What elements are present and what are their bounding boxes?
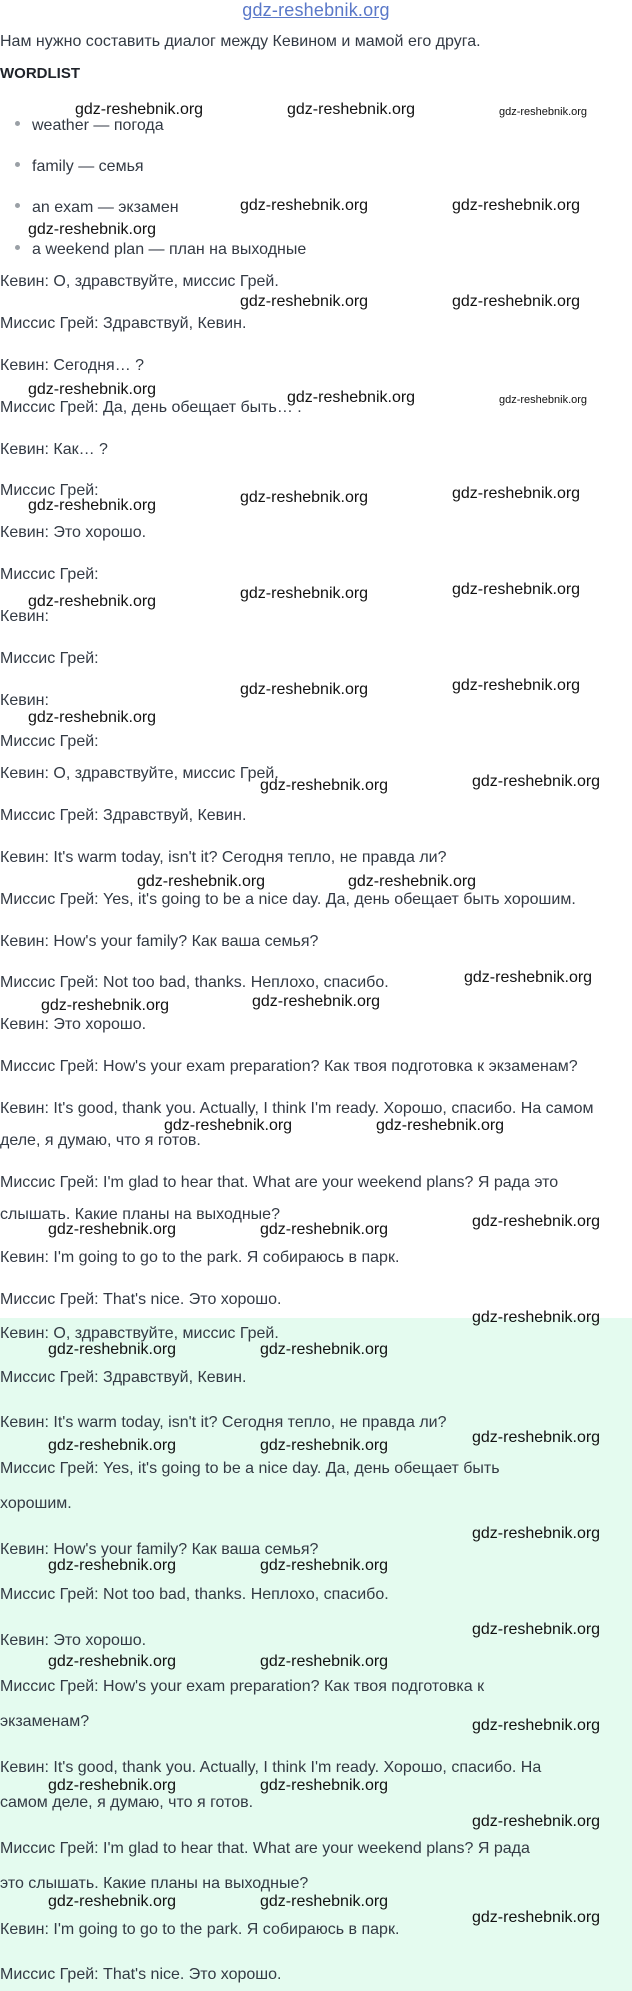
wordlist-item-text: family — семья bbox=[32, 158, 144, 175]
watermark: gdz-reshebnik.org bbox=[252, 993, 381, 1010]
watermark: gdz-reshebnik.org bbox=[137, 873, 266, 890]
answer-box-line: это слышать. Какие планы на выходные? bbox=[0, 1875, 309, 1892]
watermark: gdz-reshebnik.org bbox=[452, 677, 581, 694]
watermark: gdz-reshebnik.org bbox=[41, 997, 170, 1014]
wordlist-item bbox=[15, 157, 144, 177]
watermark: gdz-reshebnik.org bbox=[28, 709, 157, 726]
watermark: gdz-reshebnik.org bbox=[452, 293, 581, 310]
answer-line: деле, я думаю, что я готов. bbox=[0, 1132, 201, 1149]
watermark: gdz-reshebnik.org bbox=[48, 1437, 177, 1454]
watermark: gdz-reshebnik.org bbox=[240, 197, 369, 214]
watermark: gdz-reshebnik.org bbox=[28, 221, 157, 238]
template-line: Миссис Грей: bbox=[0, 566, 99, 583]
answer-box-line: самом деле, я думаю, что я готов. bbox=[0, 1794, 254, 1811]
watermark: gdz-reshebnik.org bbox=[348, 873, 477, 890]
bullet-icon bbox=[15, 245, 20, 250]
watermark: gdz-reshebnik.org bbox=[472, 1717, 601, 1734]
watermark: gdz-reshebnik.org bbox=[452, 197, 581, 214]
answer-line: Кевин: I'm going to go to the park. Я собираюсь в парк. bbox=[0, 1249, 400, 1266]
watermark: gdz-reshebnik.org bbox=[260, 777, 389, 794]
watermark: gdz-reshebnik.org bbox=[260, 1221, 389, 1238]
answer-box-line: Миссис Грей: How's your exam preparation? Как твоя подготовка к bbox=[0, 1678, 485, 1695]
wordlist-item bbox=[15, 240, 306, 260]
watermark: gdz-reshebnik.org bbox=[472, 1909, 601, 1926]
template-line: Миссис Грей: bbox=[0, 650, 99, 667]
site-link[interactable]: gdz-reshebnik.org bbox=[242, 0, 390, 20]
answer-line: Миссис Грей: Здравствуй, Кевин. bbox=[0, 807, 247, 824]
answer-line: Кевин: How's your family? Как ваша семья? bbox=[0, 933, 319, 950]
watermark: gdz-reshebnik.org bbox=[472, 1213, 601, 1230]
template-line: Кевин: О, здравствуйте, миссис Грей. bbox=[0, 273, 279, 290]
answer-line: Миссис Грей: Not too bad, thanks. Неплохо, спасибо. bbox=[0, 974, 389, 991]
watermark: gdz-reshebnik.org bbox=[499, 394, 588, 406]
watermark: gdz-reshebnik.org bbox=[472, 1429, 601, 1446]
watermark: gdz-reshebnik.org bbox=[260, 1653, 389, 1670]
watermark: gdz-reshebnik.org bbox=[472, 1621, 601, 1638]
watermark: gdz-reshebnik.org bbox=[48, 1341, 177, 1358]
watermark: gdz-reshebnik.org bbox=[240, 293, 369, 310]
answer-box-line: Миссис Грей: Not too bad, thanks. Неплохо, спасибо. bbox=[0, 1586, 389, 1603]
watermark: gdz-reshebnik.org bbox=[260, 1893, 389, 1910]
answer-box-line: Миссис Грей: Здравствуй, Кевин. bbox=[0, 1369, 247, 1386]
bullet-icon bbox=[15, 162, 20, 167]
answer-line: Кевин: Это хорошо. bbox=[0, 1016, 147, 1033]
answer-box-line: Миссис Грей: Yes, it's going to be a nice day. Да, день обещает быть bbox=[0, 1460, 500, 1477]
watermark: gdz-reshebnik.org bbox=[260, 1341, 389, 1358]
watermark: gdz-reshebnik.org bbox=[240, 585, 369, 602]
watermark: gdz-reshebnik.org bbox=[48, 1221, 177, 1238]
watermark: gdz-reshebnik.org bbox=[240, 489, 369, 506]
watermark: gdz-reshebnik.org bbox=[260, 1777, 389, 1794]
watermark: gdz-reshebnik.org bbox=[472, 1813, 601, 1830]
watermark: gdz-reshebnik.org bbox=[472, 1525, 601, 1542]
answer-box-line: экзаменам? bbox=[0, 1713, 90, 1730]
answer-box-line: Миссис Грей: I'm glad to hear that. What are your weekend plans? Я рада bbox=[0, 1840, 530, 1857]
template-line: Миссис Грей: Да, день обещает быть… . bbox=[0, 399, 302, 416]
answer-line: Кевин: О, здравствуйте, миссис Грей. bbox=[0, 765, 279, 782]
watermark: gdz-reshebnik.org bbox=[75, 101, 204, 118]
watermark: gdz-reshebnik.org bbox=[472, 1309, 601, 1326]
answer-box-line: Кевин: I'm going to go to the park. Я собираюсь в парк. bbox=[0, 1921, 400, 1938]
watermark: gdz-reshebnik.org bbox=[287, 389, 416, 406]
bullet-icon bbox=[15, 203, 20, 208]
template-line: Миссис Грей: Здравствуй, Кевин. bbox=[0, 315, 247, 332]
template-line: Миссис Грей: bbox=[0, 482, 99, 499]
answer-line: Кевин: It's good, thank you. Actually, I think I'm ready. Хорошо, спасибо. На самом bbox=[0, 1100, 594, 1117]
template-line: Кевин: Это хорошо. bbox=[0, 524, 147, 541]
watermark: gdz-reshebnik.org bbox=[48, 1893, 177, 1910]
watermark: gdz-reshebnik.org bbox=[48, 1777, 177, 1794]
watermark: gdz-reshebnik.org bbox=[240, 681, 369, 698]
template-line: Кевин: Как… ? bbox=[0, 441, 108, 458]
answer-box-line: Кевин: Это хорошо. bbox=[0, 1632, 147, 1649]
answer-line: слышать. Какие планы на выходные? bbox=[0, 1206, 280, 1223]
wordlist-title: WORDLIST bbox=[0, 65, 80, 82]
wordlist-item bbox=[15, 198, 179, 218]
answer-line: Миссис Грей: Yes, it's going to be a nice day. Да, день обещает быть хорошим. bbox=[0, 891, 576, 908]
answer-line: Миссис Грей: I'm glad to hear that. What are your weekend plans? Я рада это bbox=[0, 1174, 559, 1191]
watermark: gdz-reshebnik.org bbox=[48, 1653, 177, 1670]
bullet-icon bbox=[15, 121, 20, 126]
watermark: gdz-reshebnik.org bbox=[28, 497, 157, 514]
template-line: Миссис Грей: bbox=[0, 733, 99, 750]
watermark: gdz-reshebnik.org bbox=[376, 1117, 505, 1134]
answer-line: Миссис Грей: That's nice. Это хорошо. bbox=[0, 1291, 282, 1308]
answer-box-line: хорошим. bbox=[0, 1495, 72, 1512]
wordlist-item bbox=[15, 116, 164, 136]
watermark: gdz-reshebnik.org bbox=[260, 1557, 389, 1574]
template-line: Кевин: bbox=[0, 692, 49, 709]
template-line: Кевин: bbox=[0, 608, 49, 625]
watermark: gdz-reshebnik.org bbox=[452, 581, 581, 598]
answer-box-line: Кевин: О, здравствуйте, миссис Грей. bbox=[0, 1325, 279, 1342]
watermark: gdz-reshebnik.org bbox=[499, 106, 588, 118]
wordlist-item-text: an exam — экзамен bbox=[32, 199, 179, 216]
wordlist-item-text: weather — погода bbox=[32, 117, 164, 134]
answer-line: Миссис Грей: How's your exam preparation? Как твоя подготовка к экзаменам? bbox=[0, 1058, 578, 1075]
answer-box-line: Кевин: How's your family? Как ваша семья? bbox=[0, 1541, 319, 1558]
intro-text: Нам нужно составить диалог между Кевином и мамой его друга. bbox=[0, 33, 481, 50]
answer-box-line: Миссис Грей: That's nice. Это хорошо. bbox=[0, 1966, 282, 1983]
watermark: gdz-reshebnik.org bbox=[260, 1437, 389, 1454]
template-line: Кевин: Сегодня… ? bbox=[0, 357, 145, 374]
answer-line: Кевин: It's warm today, isn't it? Сегодня тепло, не правда ли? bbox=[0, 849, 447, 866]
watermark: gdz-reshebnik.org bbox=[287, 101, 416, 118]
answer-box-line: Кевин: It's warm today, isn't it? Сегодня тепло, не правда ли? bbox=[0, 1414, 447, 1431]
watermark: gdz-reshebnik.org bbox=[464, 969, 593, 986]
watermark: gdz-reshebnik.org bbox=[28, 381, 157, 398]
watermark: gdz-reshebnik.org bbox=[164, 1117, 293, 1134]
answer-box-line: Кевин: It's good, thank you. Actually, I think I'm ready. Хорошо, спасибо. На bbox=[0, 1759, 542, 1776]
watermark: gdz-reshebnik.org bbox=[452, 485, 581, 502]
watermark: gdz-reshebnik.org bbox=[472, 773, 601, 790]
watermark: gdz-reshebnik.org bbox=[28, 593, 157, 610]
watermark: gdz-reshebnik.org bbox=[48, 1557, 177, 1574]
wordlist-item-text: a weekend plan — план на выходные bbox=[32, 241, 307, 258]
